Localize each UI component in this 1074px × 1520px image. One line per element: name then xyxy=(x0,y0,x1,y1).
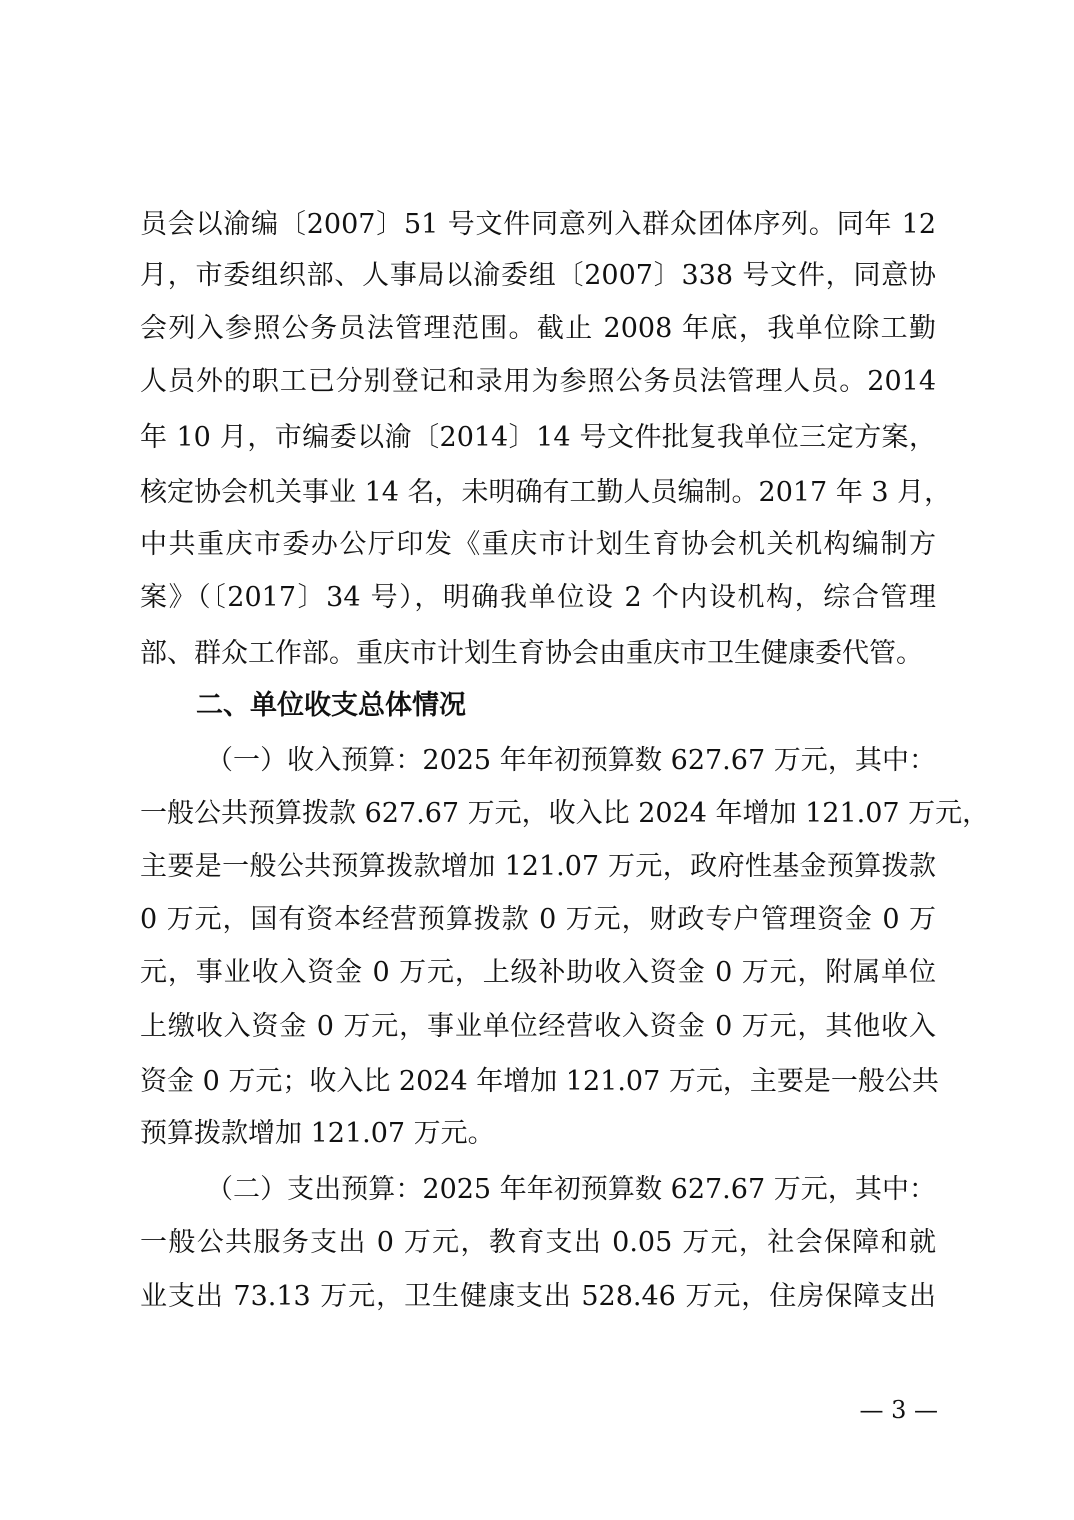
paragraph-1-line-2: 月，市委组织部、人事局以渝委组〔2007〕338 号文件，同意协 xyxy=(140,260,936,291)
paragraph-1-line-7: 中共重庆市委办公厅印发《重庆市计划生育协会机关机构编制方 xyxy=(140,529,936,560)
paragraph-1-line-8: 案》（〔2017〕34 号），明确我单位设 2 个内设机构，综合管理 xyxy=(140,582,936,613)
paragraph-1-line-1: 员会以渝编〔2007〕51 号文件同意列入群众团体序列。同年 12 xyxy=(140,209,936,240)
paragraph-2-line-3: 主要是一般公共预算拨款增加 121.07 万元，政府性基金预算拨款 xyxy=(140,851,936,882)
paragraph-2-line-5: 元，事业收入资金 0 万元，上级补助收入资金 0 万元，附属单位 xyxy=(140,957,936,988)
paragraph-1-line-5: 年 10 月，市编委以渝〔2014〕14 号文件批复我单位三定方案， xyxy=(140,422,936,453)
paragraph-2-line-2: 一般公共预算拨款 627.67 万元，收入比 2024 年增加 121.07 万元， xyxy=(140,798,990,829)
paragraph-1-line-4: 人员外的职工已分别登记和录用为参照公务员法管理人员。2014 xyxy=(140,366,936,397)
paragraph-2-line-7: 资金 0 万元；收入比 2024 年增加 121.07 万元，主要是一般公共 xyxy=(140,1066,939,1097)
paragraph-1-line-3: 会列入参照公务员法管理范围。截止 2008 年底，我单位除工勤 xyxy=(140,313,936,344)
paragraph-2-line-1: （一）收入预算：2025 年年初预算数 627.67 万元，其中： xyxy=(206,745,936,776)
paragraph-2-line-8: 预算拨款增加 121.07 万元。 xyxy=(140,1118,495,1149)
paragraph-1-line-9: 部、群众工作部。重庆市计划生育协会由重庆市卫生健康委代管。 xyxy=(140,638,923,669)
section-heading: 二、单位收支总体情况 xyxy=(196,690,466,721)
paragraph-2-line-6: 上缴收入资金 0 万元，事业单位经营收入资金 0 万元，其他收入 xyxy=(140,1011,936,1042)
paragraph-3-line-2: 一般公共服务支出 0 万元，教育支出 0.05 万元，社会保障和就 xyxy=(140,1227,936,1258)
paragraph-3-line-3: 业支出 73.13 万元，卫生健康支出 528.46 万元，住房保障支出 xyxy=(140,1281,936,1312)
paragraph-1-line-6: 核定协会机关事业 14 名，未明确有工勤人员编制。2017 年 3 月， xyxy=(140,477,952,508)
paragraph-3-line-1: （二）支出预算：2025 年年初预算数 627.67 万元，其中： xyxy=(206,1174,936,1205)
page-number: — 3 — xyxy=(859,1396,938,1424)
paragraph-2-line-4: 0 万元，国有资本经营预算拨款 0 万元，财政专户管理资金 0 万 xyxy=(140,904,936,935)
